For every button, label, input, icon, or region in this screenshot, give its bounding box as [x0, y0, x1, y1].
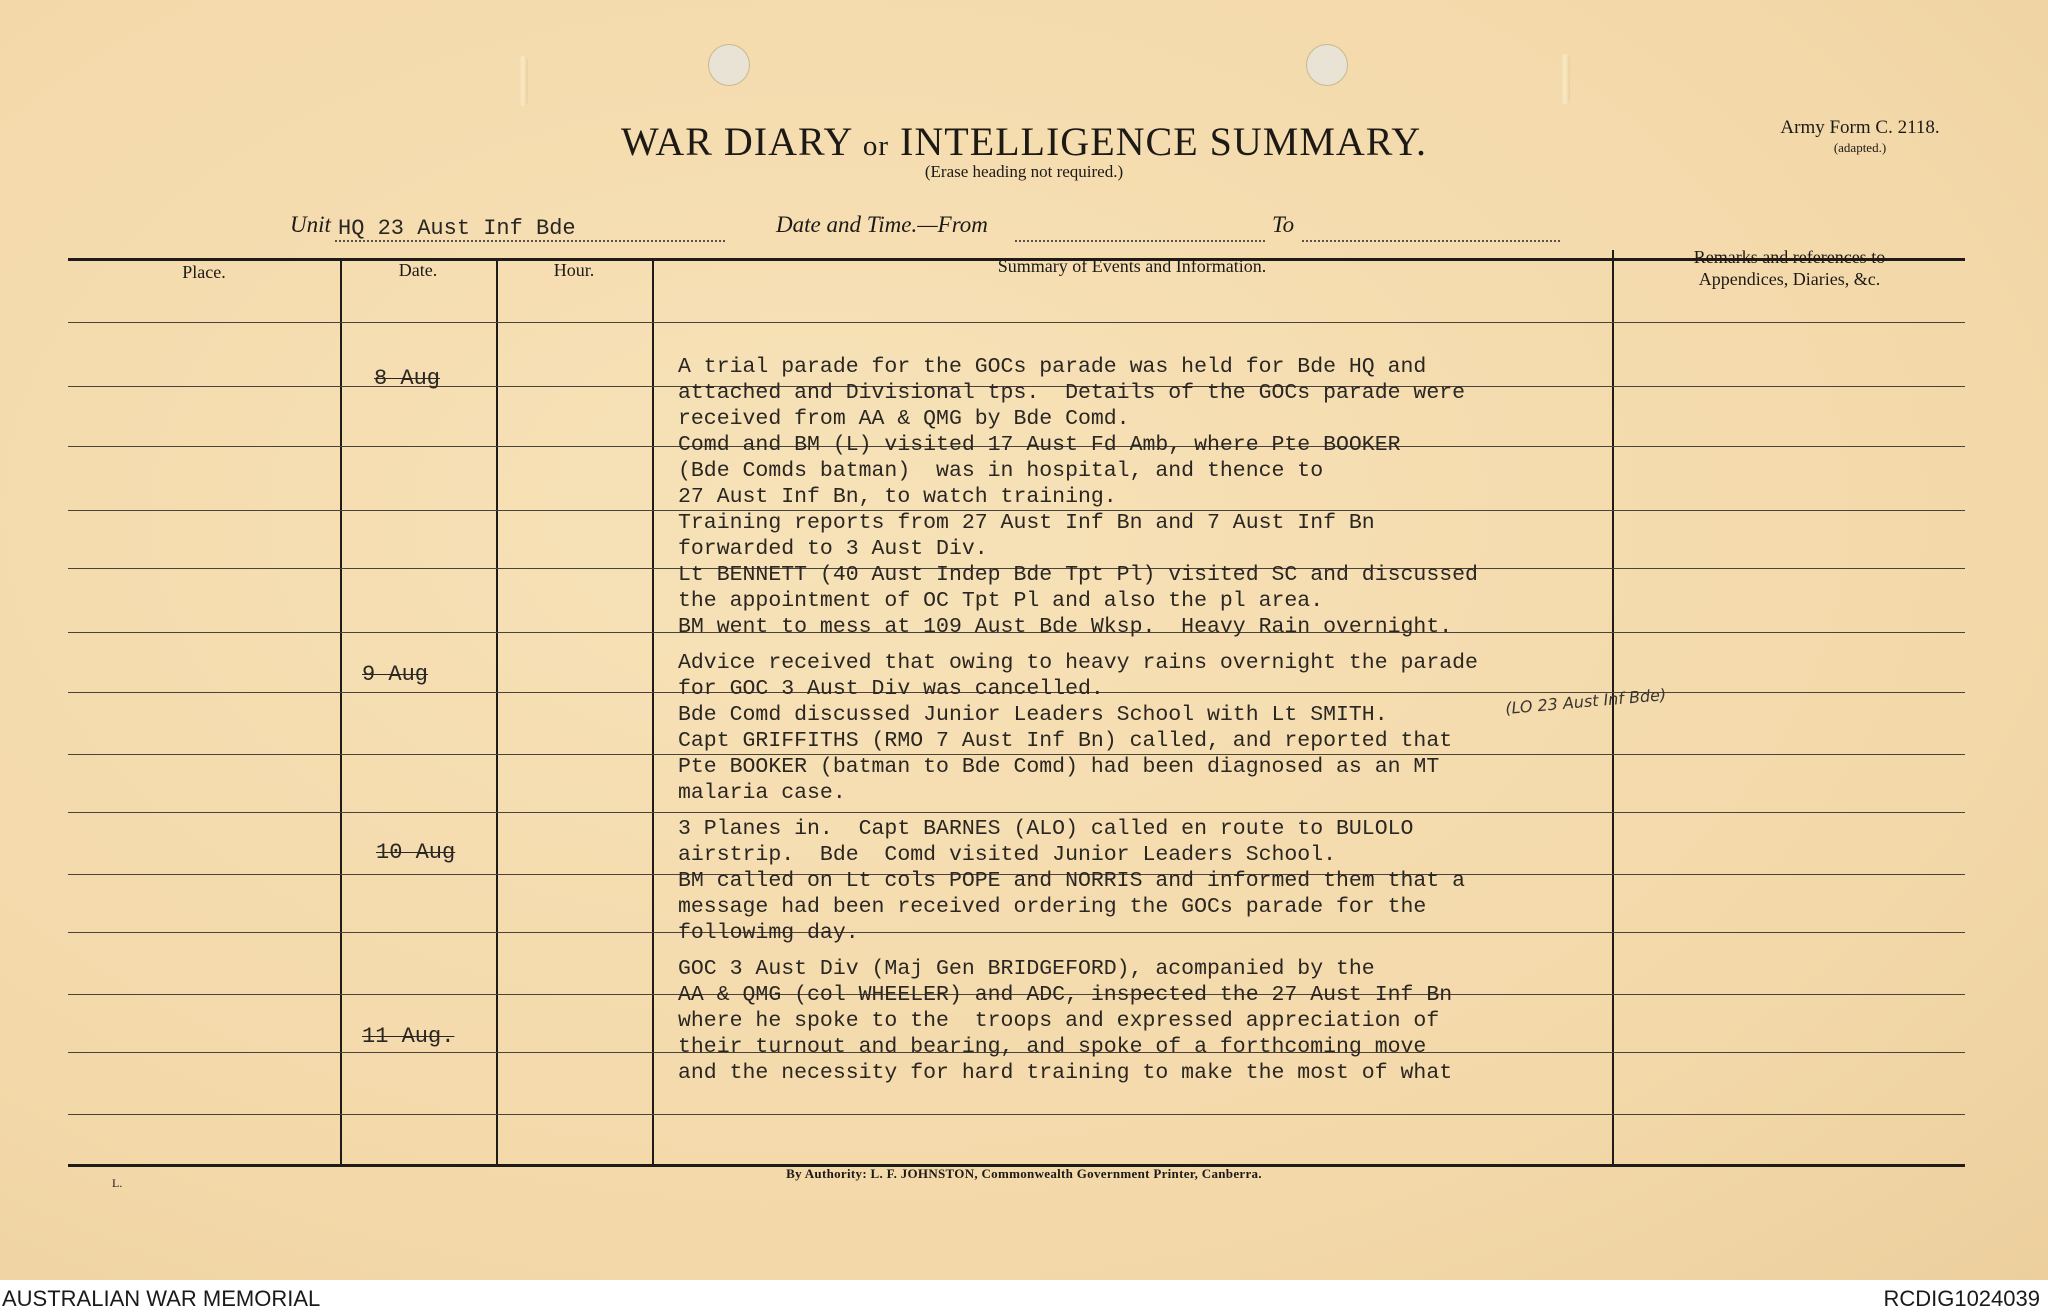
summary-line: BM went to mess at 109 Aust Bde Wksp. Heavy Rain overnight.	[678, 615, 1453, 639]
summary-line: airstrip. Bde Comd visited Junior Leaders School.	[678, 843, 1337, 867]
summary-line: Bde Comd discussed Junior Leaders School with Lt SMITH.	[678, 703, 1388, 727]
form-subtitle: (Erase heading not required.)	[924, 162, 1124, 181]
column-header-date: Date.	[398, 260, 438, 280]
entry-date: 11 Aug.	[362, 1024, 455, 1049]
summary-line: GOC 3 Aust Div (Maj Gen BRIDGEFORD), acompanied by the	[678, 957, 1375, 981]
summary-line: BM called on Lt cols POPE and NORRIS and informed them that a	[678, 869, 1466, 893]
staple-crease-left	[518, 56, 528, 106]
entry-date: 8 Aug	[374, 366, 441, 391]
form-title: WAR DIARY or INTELLIGENCE SUMMARY.	[621, 119, 1427, 164]
summary-gap	[678, 946, 1648, 956]
summary-line: A trial parade for the GOCs parade was held for Bde HQ and	[678, 355, 1427, 379]
unit-value: HQ 23 Aust Inf Bde	[338, 216, 576, 241]
column-header-place: Place.	[182, 262, 226, 282]
from-dotted-line	[1015, 240, 1265, 242]
ruled-line	[68, 1114, 1965, 1115]
unit-label: Unit	[290, 212, 331, 237]
summary-line: AA & QMG (col WHEELER) and ADC, inspected the 27 Aust Inf Bn	[678, 983, 1453, 1007]
unit-dotted-line	[335, 240, 725, 242]
summary-line: Lt BENNETT (40 Aust Indep Bde Tpt Pl) visited SC and discussed	[678, 563, 1478, 587]
record-id: RCDIG1024039	[1883, 1286, 2040, 1311]
handwritten-annotation: (LO 23 Aust Inf Bde)	[1504, 685, 1667, 718]
summary-line: their turnout and bearing, and spoke of a forthcoming move	[678, 1035, 1427, 1059]
summary-line: the appointment of OC Tpt Pl and also the pl area.	[678, 589, 1324, 613]
summary-line: forwarded to 3 Aust Div.	[678, 537, 988, 561]
printer-authority: By Authority: L. F. JOHNSTON, Commonwealth Government Printer, Canberra.	[786, 1166, 1262, 1181]
summary-line: Capt GRIFFITHS (RMO 7 Aust Inf Bn) called, and reported that	[678, 729, 1453, 753]
column-header-remarks: Remarks and references to Appendices, Diaries, &c.	[1693, 247, 1886, 289]
column-divider-place-date	[340, 258, 342, 1164]
summary-line: Pte BOOKER (batman to Bde Comd) had been diagnosed as an MT	[678, 755, 1440, 779]
summary-gap	[678, 640, 1648, 650]
summary-line: malaria case.	[678, 781, 846, 805]
summary-text	[678, 354, 1648, 1086]
army-form-number: Army Form C. 2118. (adapted.)	[1780, 117, 1940, 155]
punch-hole-left	[708, 44, 750, 86]
punch-hole-right	[1306, 44, 1348, 86]
to-dotted-line	[1302, 240, 1560, 242]
entry-date: 9 Aug	[362, 662, 429, 687]
summary-line: received from AA & QMG by Bde Comd.	[678, 407, 1130, 431]
summary-line: where he spoke to the troops and expressed appreciation of	[678, 1009, 1440, 1033]
summary-line: Advice received that owing to heavy rains overnight the parade	[678, 651, 1478, 675]
staple-crease-right	[1560, 54, 1570, 104]
summary-line: 27 Aust Inf Bn, to watch training.	[678, 485, 1117, 509]
summary-line: followimg day.	[678, 921, 859, 945]
summary-line: message had been received ordering the GOCs parade for the	[678, 895, 1427, 919]
summary-line: (Bde Comds batman) was in hospital, and thence to	[678, 459, 1324, 483]
date-time-label: Date and Time.—From	[776, 212, 988, 237]
footer-mark: L.	[112, 1176, 123, 1190]
entry-date: 10 Aug	[376, 840, 456, 865]
summary-line: for GOC 3 Aust Div was cancelled.	[678, 677, 1104, 701]
column-header-summary: Summary of Events and Information.	[997, 256, 1267, 276]
summary-line: Comd and BM (L) visited 17 Aust Fd Amb, where Pte BOOKER	[678, 433, 1401, 457]
column-divider-hour-summary	[652, 258, 654, 1164]
summary-line: and the necessity for hard training to make the most of what	[678, 1061, 1453, 1085]
column-divider-date-hour	[496, 258, 498, 1164]
column-header-hour: Hour.	[553, 260, 595, 280]
archive-name: AUSTRALIAN WAR MEMORIAL	[2, 1286, 321, 1311]
to-label: To	[1272, 212, 1295, 237]
summary-line: Training reports from 27 Aust Inf Bn and 7 Aust Inf Bn	[678, 511, 1375, 535]
summary-gap	[678, 806, 1648, 816]
ruled-line	[68, 322, 1965, 323]
summary-line: 3 Planes in. Capt BARNES (ALO) called en route to BULOLO	[678, 817, 1414, 841]
summary-line: attached and Divisional tps. Details of the GOCs parade were	[678, 381, 1466, 405]
